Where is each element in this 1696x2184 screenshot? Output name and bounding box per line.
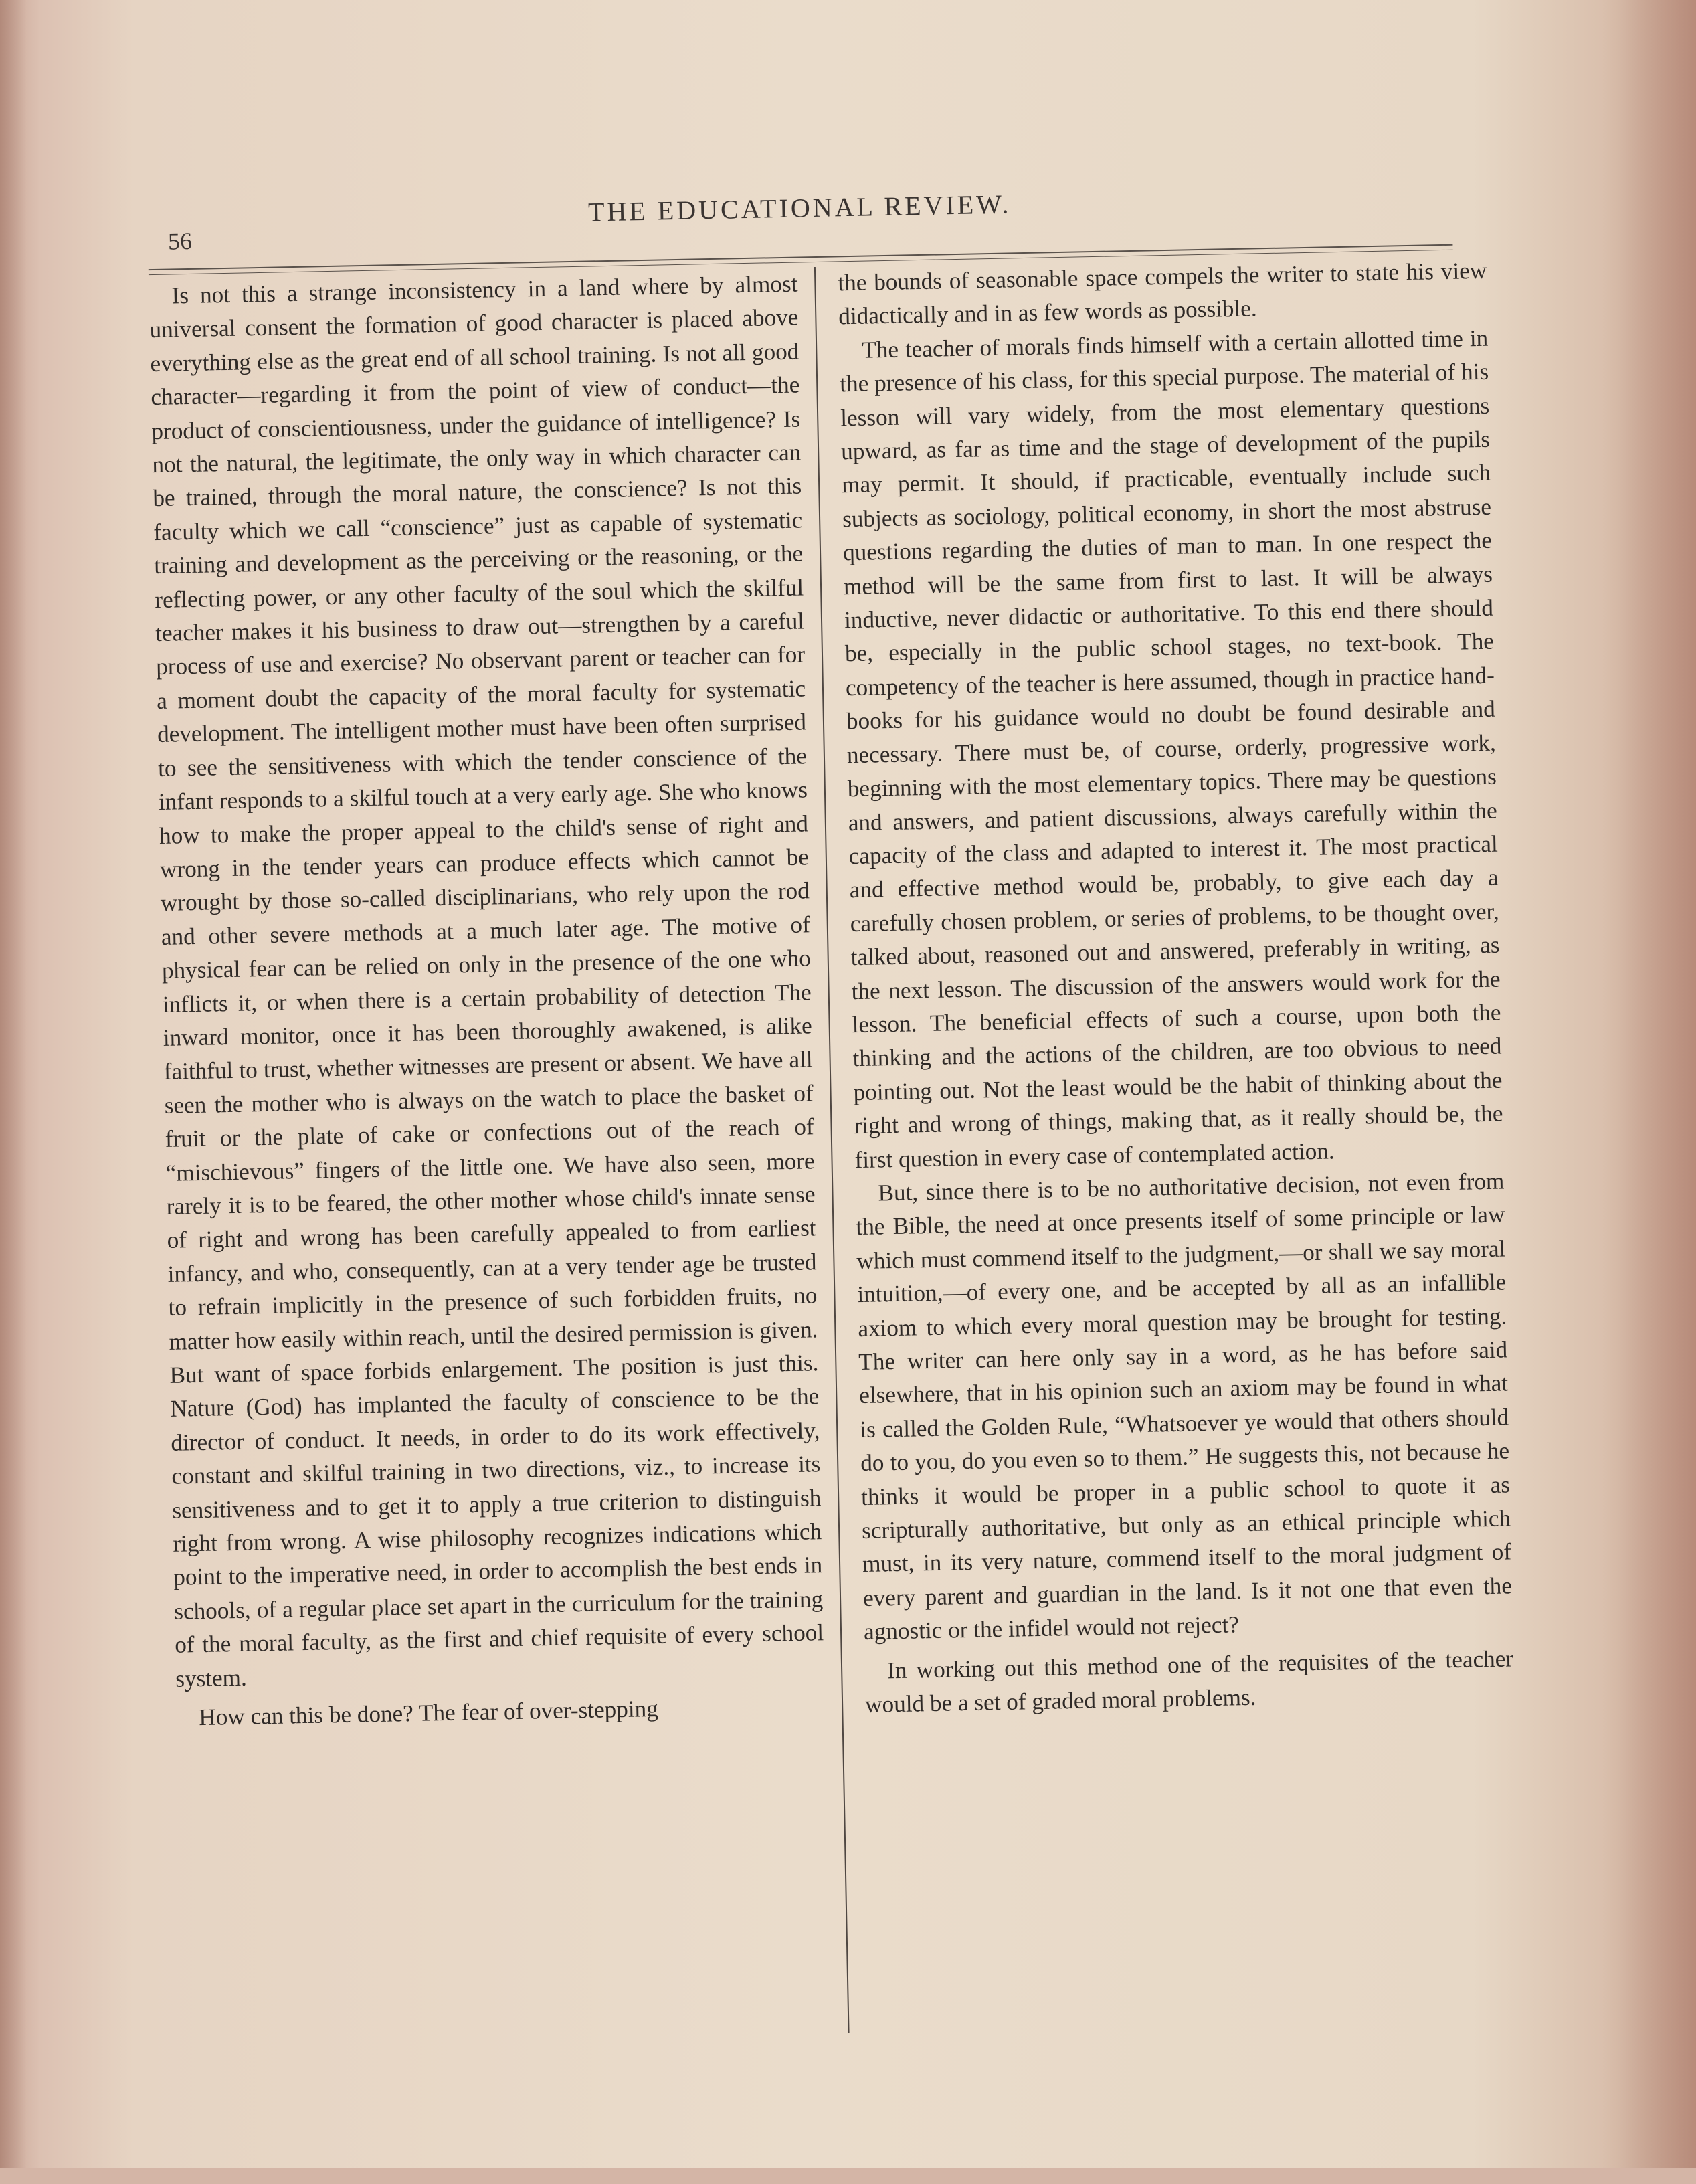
- page-edge-shadow: [1602, 0, 1696, 2168]
- running-title: THE EDUCATIONAL REVIEW.: [587, 189, 1012, 227]
- left-column: [149, 268, 826, 1736]
- paragraph: How can this be done? The fear of over-stepping: [198, 1695, 659, 1731]
- paragraph: The teacher of morals finds himself with a certain allotted time in the presence of his class, for this special purpose. The material of his lesson will vary widely, from the most elementary questions upward, as far as time and the stage of development of the pupils may permit. It should, if practicable, eventually include such subjects as sociology, political economy, in short the most abstruse questions regarding the duties of man to man. In one respect the method will be the same from first to last. It will be always inductive, never didactic or authoritative. To this end there should be, especially in the public school stages, no text-book. The competency of the teacher is here assumed, though in practice hand-books for his guidance would no doubt be found desirable and necessary. There must be, of course, orderly, progressive work, beginning with the most elementary topics. There may be questions and answers, and patient discussions, always carefully within the capacity of the class and adapted to interest it. The most practical and effective method would be, probably, to give each day a carefully chosen problem, or series of problems, to be thought over, talked about, reasoned out and answered, preferably in writing, as the next lesson. The discussion of the answers would work for the lesson. The beneficial effects of such a course, upon both the thinking and the actions of the children, are too obvious to need pointing out. Not the least would be the habit of thinking about the right and wrong of things, making that, as it really should be, the first question in every case of contemplated action.: [839, 325, 1503, 1173]
- paragraph: the bounds of seasonable space compels the writer to state his view didactically and in as few words as possible.: [837, 257, 1487, 330]
- paragraph: But, since there is to be no authoritative decision, not even from the Bible, the need at once presents itself of some principle or law which must commend itself to the judgment,—or shall we say moral intuition,—of every one, and be accepted by all as an infallible axiom to which every moral question may be brought for testing. The writer can here only say in a word, as he has before said elsewhere, that in his opinion such an axiom may be found in what is called the Golden Rule, “Whatsoever ye would that others should do to you, do you even so to them.” He suggests this, not because he thinks it would be proper in a public school to quote it as scripturally authoritative, but only as an ethical principle which must, in its very nature, commend itself to the moral judgment of every parent and guardian in the land. Is it not one that even the agnostic or the infidel would not reject?: [856, 1168, 1513, 1645]
- paragraph: Is not this a strange inconsistency in a land where by almost universal consent the formation of good character is placed above everything else as the great end of all school training. Is not all good character—regarding it from the point of view of conduct—the product of conscientiousness, under the guidance of intelligence? Is not the natural, the legitimate, the only way in which character can be trained, through the moral nature, the conscience? Is not this faculty which we call “conscience” just as capable of systematic training and development as the perceiving or the reasoning, or the reflecting power, or any other faculty of the soul which the skilful teacher makes it his business to draw out—strengthen by a careful process of use and exercise? No observant parent or teacher can for a moment doubt the capacity of the moral faculty for systematic development. The intelligent mother must have been often surprised to see the sensitiveness with which the tender conscience of the infant responds to a skilful touch at a very early age. She who knows how to make the proper appeal to the child's sense of right and wrong in the tender years can produce effects which cannot be wrought by those so-called disciplinarians, who rely upon the rod and other severe methods at a much later age. The motive of physical fear can be relied on only in the presence of the one who inflicts it, or when there is a certain probability of detection The inward monitor, once it has been thoroughly awakened, is alike faithful to trust, whether witnesses are present or absent. We have all seen the mother who is always on the watch to place the basket of fruit or the plate of cake or confections out of the reach of “mischievous” fingers of the little one. We have also seen, more rarely it is to be feared, the other mother whose child's innate sense of right and wrong has been carefully appealed to from earliest infancy, and who, consequently, can at a very tender age be trusted to refrain implicitly in the presence of such forbidden fruits, no matter how easily within reach, until the desired permission is given. But want of space forbids enlargement. The position is just this. Nature (God) has implanted the faculty of conscience to be the director of conduct. It needs, in order to do its work effectively, constant and skilful training in two directions, viz., to increase its sensitiveness and to get it to apply a true criterion to distinguish right from wrong. A wise philosophy recognizes indications which point to the imperative need, in order to accomplish the best ends in schools, of a regular place set apart in the curriculum for the training of the moral faculty, as the first and chief requisite of every school system.: [149, 270, 824, 1692]
- paragraph: In working out this method one of the requisites of the teacher would be a set of graded moral problems.: [864, 1645, 1514, 1718]
- right-column: [838, 254, 1515, 1722]
- page-header: [147, 177, 1452, 255]
- page-number: 56: [167, 227, 193, 255]
